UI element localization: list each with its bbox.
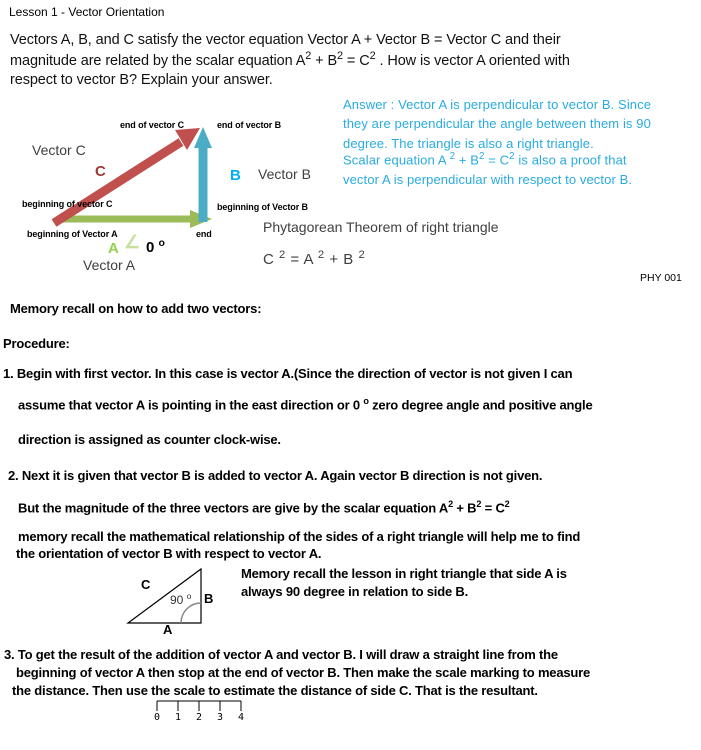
intro-line-2: magnitude are related by the scalar equation $A^2 + B^2 = C^2$ . How is vector A oriented with xyxy=(10,50,570,69)
step1-line-2: assume that vector A is pointing in the east direction or 0 $^o$ zero degree angle and positive angle xyxy=(18,396,593,413)
step1-line-3: direction is assigned as counter clock-wise. xyxy=(18,432,281,447)
ruler-label-1: 1 xyxy=(174,712,182,723)
step2-line-1: 2. Next it is given that vector B is added to vector A. Again vector B direction is not given. xyxy=(8,468,543,483)
intro-line-1: Vectors A, B, and C satisfy the vector equation Vector A + Vector B = Vector C and their xyxy=(10,32,561,48)
step1-line-1: 1. Begin with first vector. In this case is vector A.(Since the direction of vector is not given I can xyxy=(3,366,573,381)
theorem-heading: Phytagorean Theorem of right triangle xyxy=(263,219,499,235)
label-vector-b: Vector B xyxy=(258,166,311,182)
ruler-label-2: 2 xyxy=(195,712,203,723)
answer-line-5: vector A is perpendicular with respect to vector B. xyxy=(343,172,633,187)
answer-line-4: Scalar equation A $^2 + B^2 = C^2$ is also a proof that xyxy=(343,151,627,168)
theorem-equation: C $^2$ = A $^2$ + B $^2$ xyxy=(263,249,366,268)
label-end: end xyxy=(196,229,212,239)
step2-line-3: memory recall the mathematical relationship of the sides of a right triangle will help me to find xyxy=(18,529,581,544)
step2-line-2: But the magnitude of the three vectors are give by the scalar equation $A^2 + B^2 = C^2$ xyxy=(18,499,510,516)
label-beginning-of-vector-a: beginning of Vector A xyxy=(27,229,118,239)
triangle-note-line-2: always 90 degree in relation to side B. xyxy=(241,584,469,599)
label-vector-c: Vector C xyxy=(32,142,86,158)
symbol-c: C xyxy=(95,163,106,180)
triangle-side-b: B xyxy=(204,591,214,606)
ruler-label-3: 3 xyxy=(216,712,224,723)
answer-line-2: they are perpendicular the angle between them is 90 xyxy=(343,116,651,131)
angle-value: 0 $^o$ xyxy=(146,237,165,256)
ruler-label-0: 0 xyxy=(153,712,161,723)
step2-line-4: the orientation of vector B with respect to vector A. xyxy=(16,546,322,561)
step3-line-2: beginning of vector A then stop at the end of vector B. Then make the scale marking to measure xyxy=(16,665,591,680)
page-title: Lesson 1 - Vector Orientation xyxy=(9,5,165,19)
symbol-a: A xyxy=(108,240,119,257)
triangle-side-a: A xyxy=(163,622,173,637)
answer-line-1: Answer : Vector A is perpendicular to vector B. Since xyxy=(343,97,652,112)
procedure-heading: Procedure: xyxy=(3,336,70,351)
angle-icon: ∠ xyxy=(124,232,141,252)
symbol-b: B xyxy=(230,167,241,184)
label-vector-a: Vector A xyxy=(83,257,136,273)
triangle-note-line-1: Memory recall the lesson in right triangle that side A is xyxy=(241,566,567,581)
triangle-angle: 90 $^o$ xyxy=(170,591,192,607)
label-beginning-of-vector-c: beginning of vector C xyxy=(22,199,113,209)
step3-line-1: 3. To get the result of the addition of vector A and vector B. I will draw a straight line from the xyxy=(4,647,558,662)
label-beginning-of-vector-b: beginning of Vector B xyxy=(217,202,308,212)
course-code: PHY 001 xyxy=(640,272,682,284)
step3-line-3: the distance. Then use the scale to estimate the distance of side C. That is the resultant. xyxy=(12,683,538,698)
ruler-ticks xyxy=(157,701,241,711)
triangle-side-c: C xyxy=(141,577,151,592)
answer-line-3: degree. The triangle is also a right triangle. xyxy=(343,136,594,151)
memory-recall-heading: Memory recall on how to add two vectors: xyxy=(10,301,262,316)
right-triangle-figure xyxy=(118,560,218,630)
ruler-label-4: 4 xyxy=(237,712,245,723)
label-end-of-vector-c: end of vector C xyxy=(120,120,185,130)
intro-line-3: respect to vector B? Explain your answer. xyxy=(10,72,273,88)
label-end-of-vector-b: end of vector B xyxy=(217,120,282,130)
